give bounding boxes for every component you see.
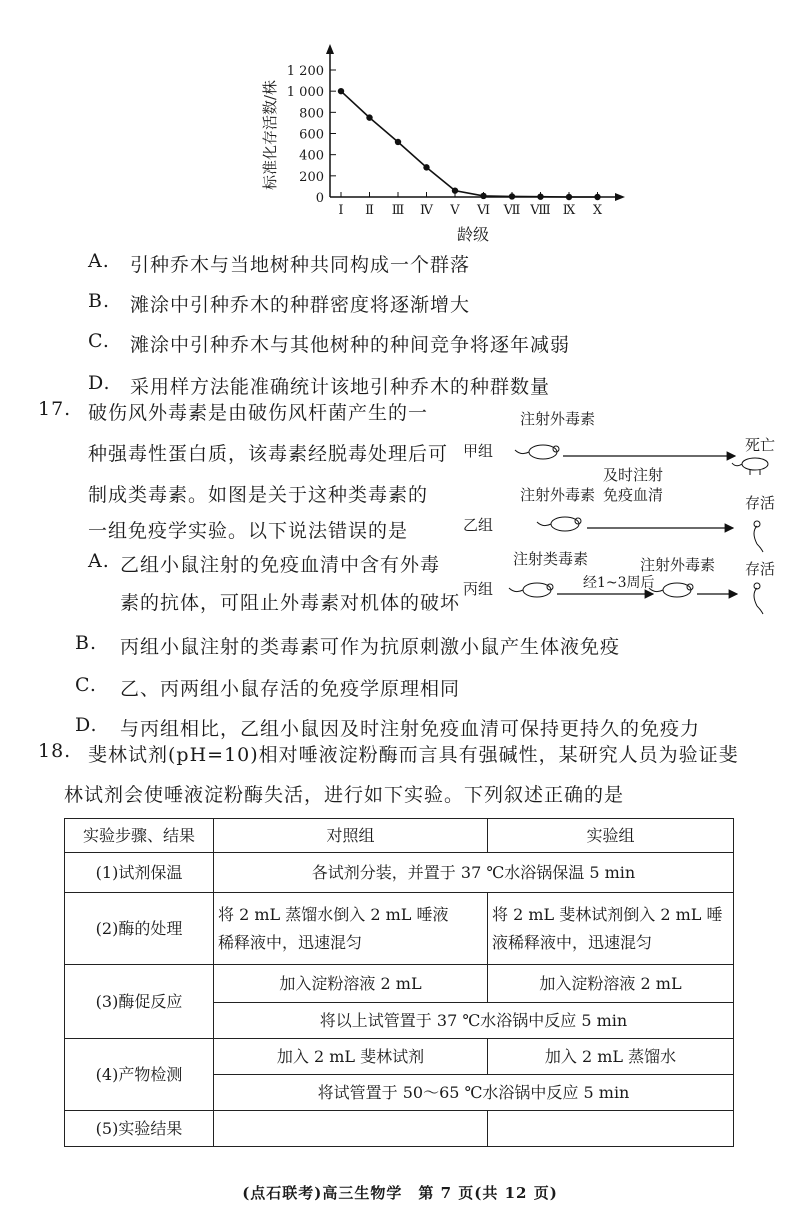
row-4-experiment: 加入 2 mL 蒸馏水: [488, 1039, 734, 1075]
experiment-table: [64, 818, 734, 1147]
alive-mouse-icon: [754, 583, 763, 614]
row-5-label: (5)实验结果: [65, 1111, 214, 1147]
data-point-I: [338, 88, 344, 94]
mouse-icon: [649, 583, 693, 597]
group-b-result: 存活: [745, 494, 776, 512]
x-tick-label: Ⅶ: [503, 203, 521, 218]
q17-stem-line-1: 破伤风外毒素是由破伤风杆菌产生的一: [88, 402, 429, 424]
row-1-label: (1)试剂保温: [65, 853, 214, 893]
group-c-interval-label: 经1~3周后: [583, 575, 655, 591]
alive-mouse-icon: [754, 521, 763, 552]
data-point-VII: [509, 193, 515, 199]
row-5-control: [214, 1111, 488, 1147]
y-axis-arrow: [326, 44, 334, 54]
y-tick-label: 800: [299, 106, 324, 122]
data-point-VI: [480, 193, 486, 199]
table-header-step: 实验步骤、结果: [65, 819, 214, 853]
series-line: [341, 91, 598, 197]
y-tick-label: 1 000: [286, 85, 324, 101]
x-tick-label: Ⅹ: [592, 203, 603, 218]
mouse-icon: [515, 445, 559, 459]
y-tick-label: 0: [315, 191, 324, 206]
group-b-label: 乙组: [463, 516, 494, 534]
row-5-experiment: [488, 1111, 734, 1147]
group-a-inject-label: 注射外毒素: [520, 410, 596, 428]
mouse-icon: [509, 583, 553, 597]
row-2-experiment: [488, 893, 734, 965]
q16-option-text: 滩涂中引种乔木的种群密度将逐渐增大: [130, 294, 471, 316]
group-c-label: 丙组: [463, 580, 494, 598]
q17-stem-line-2: 种强毒性蛋白质，该毒素经脱毒处理后可: [88, 443, 449, 465]
row-2-control-line-1: 将 2 mL 蒸馏水倒入 2 mL 唾液: [218, 904, 449, 924]
q17-stem-line-4: 一组免疫学实验。以下说法错误的是: [88, 520, 409, 542]
y-tick-label: 400: [299, 148, 324, 164]
y-tick-label: 200: [299, 169, 324, 185]
y-tick-label: 1 200: [286, 64, 324, 79]
x-tick-label: Ⅰ: [338, 203, 344, 218]
group-c-inject-toxin-label: 注射外毒素: [640, 556, 716, 574]
q18-stem-line-2: 林试剂会使唾液淀粉酶失活，进行如下实验。下列叙述正确的是: [64, 784, 625, 806]
age-class-line-chart: [255, 40, 635, 250]
data-point-II: [366, 114, 372, 120]
row-3-control: 加入淀粉溶液 2 mL: [214, 965, 488, 1003]
q17-number: 17.: [38, 398, 72, 420]
table-header-experiment: 实验组: [488, 819, 734, 853]
x-tick-label: Ⅳ: [420, 203, 433, 218]
y-tick-label: 600: [299, 127, 324, 143]
row-2-control-line-2: 稀释液中，迅速混匀: [218, 932, 363, 952]
row-2-experiment-line-2: 液稀释液中，迅速混匀: [492, 932, 653, 952]
data-point-VIII: [537, 193, 543, 199]
q16-option-key: B.: [88, 290, 111, 312]
x-tick-label: Ⅸ: [562, 203, 576, 218]
q17-option-text: 与丙组相比，乙组小鼠因及时注射免疫血清可保持更持久的免疫力: [120, 718, 701, 740]
q17-option-key: C.: [75, 674, 97, 696]
group-a-label: 甲组: [463, 442, 494, 460]
data-point-IX: [566, 194, 572, 200]
row-3-experiment: 加入淀粉溶液 2 mL: [488, 965, 734, 1003]
group-a-result: 死亡: [745, 436, 776, 454]
q17-option-text: 丙组小鼠注射的类毒素可作为抗原刺激小鼠产生体液免疫: [120, 636, 621, 658]
q17-option-text: 乙、丙两组小鼠存活的免疫学原理相同: [120, 678, 461, 700]
row-4-control: 加入 2 mL 斐林试剂: [214, 1039, 488, 1075]
group-b-serum-label-2: 免疫血清: [603, 486, 664, 504]
group-c-inject-toxoid-label: 注射类毒素: [513, 550, 589, 568]
dead-mouse-icon: [732, 458, 768, 475]
mouse-icon: [537, 517, 581, 531]
q16-option-key: C.: [88, 330, 110, 352]
x-axis-arrow: [615, 193, 625, 201]
row-4-label: (4)产物检测: [65, 1039, 214, 1111]
row-3-label: (3)酶促反应: [65, 965, 214, 1039]
immunology-experiment-diagram: [455, 400, 795, 620]
q17-option-a-line-2: 素的抗体，可阻止外毒素对机体的破坏: [120, 592, 461, 614]
q18-number: 18.: [38, 740, 72, 762]
row-2-experiment-line-1: 将 2 mL 斐林试剂倒入 2 mL 唾: [492, 904, 723, 924]
x-tick-label: Ⅷ: [530, 203, 551, 218]
q17-option-key: B.: [75, 632, 98, 654]
page-footer: (点石联考)高三生物学 第 7 页(共 12 页): [242, 1184, 558, 1202]
x-tick-label: Ⅲ: [391, 203, 405, 218]
q16-option-text: 滩涂中引种乔木与其他树种的种间竞争将逐年减弱: [130, 334, 571, 356]
row-1-text: 各试剂分装，并置于 37 ℃水浴锅保温 5 min: [214, 853, 734, 893]
q17-option-a-line-1: 乙组小鼠注射的免疫血清中含有外毒: [120, 554, 441, 576]
x-axis-label: 龄级: [456, 225, 490, 244]
row-3-common: 将以上试管置于 37 ℃水浴锅中反应 5 min: [214, 1003, 734, 1039]
data-point-X: [594, 194, 600, 200]
row-4-common: 将试管置于 50～65 ℃水浴锅中反应 5 min: [214, 1075, 734, 1111]
q17-stem-line-3: 制成类毒素。如图是关于这种类毒素的: [88, 484, 429, 506]
y-axis-label: 标准化存活数/株: [261, 79, 279, 191]
table-header-control: 对照组: [214, 819, 488, 853]
row-2-control: [214, 893, 488, 965]
x-tick-label: Ⅴ: [450, 203, 460, 218]
group-b-serum-label-1: 及时注射: [603, 466, 664, 484]
row-2-label: (2)酶的处理: [65, 893, 214, 965]
q17-option-a-key: A.: [88, 550, 110, 572]
q18-stem-line-1: 斐林试剂(pH=10)相对唾液淀粉酶而言具有强碱性，某研究人员为验证斐: [88, 744, 739, 766]
group-c-result: 存活: [745, 560, 776, 578]
data-point-III: [395, 139, 401, 145]
data-point-V: [452, 187, 458, 193]
group-b-inject-label: 注射外毒素: [520, 486, 596, 504]
x-tick-label: Ⅱ: [365, 203, 374, 218]
x-tick-label: Ⅵ: [476, 203, 491, 218]
q16-option-text: 引种乔木与当地树种共同构成一个群落: [130, 254, 471, 276]
q17-option-key: D.: [75, 714, 98, 736]
data-point-IV: [423, 164, 429, 170]
q16-option-key: D.: [88, 372, 111, 394]
q16-option-key: A.: [88, 250, 110, 272]
q16-option-text: 采用样方法能准确统计该地引种乔木的种群数量: [130, 376, 551, 398]
